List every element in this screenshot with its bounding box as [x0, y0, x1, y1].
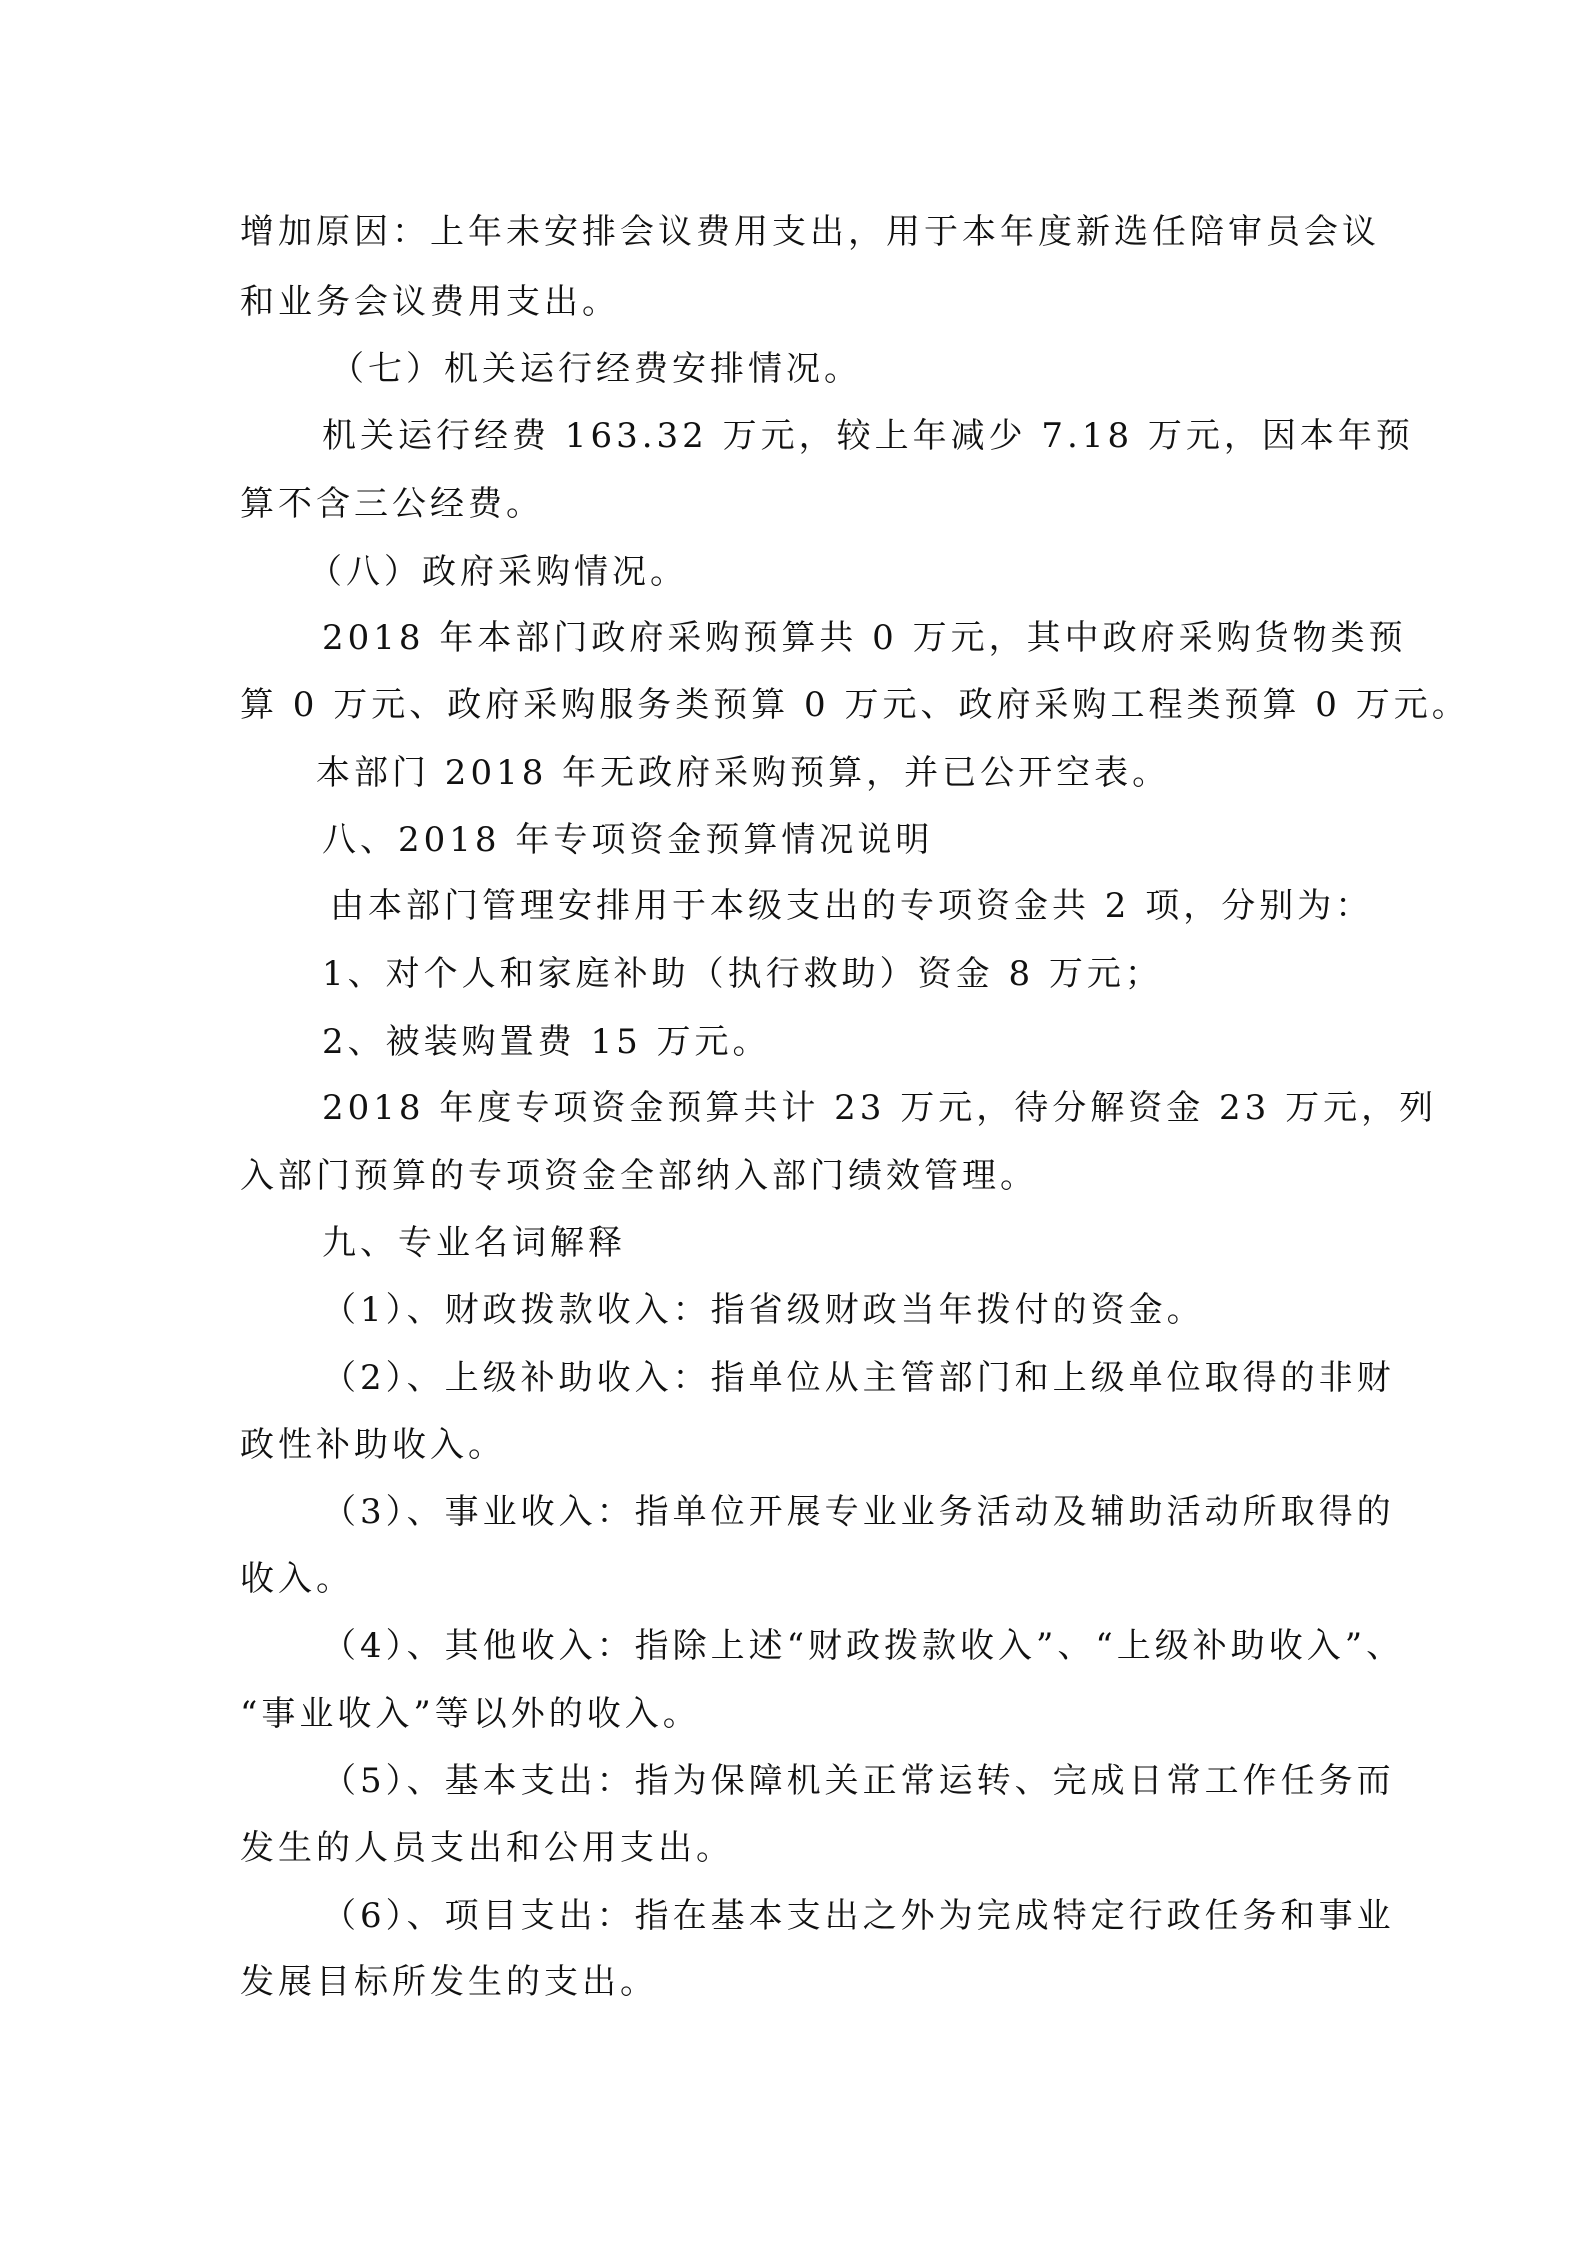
paragraph-line: 算 0 万元、政府采购服务类预算 0 万元、政府采购工程类预算 0 万元。: [240, 685, 1470, 725]
list-item: 1、对个人和家庭补助（执行救助）资金 8 万元；: [322, 954, 1163, 994]
paragraph-line: 和业务会议费用支出。: [240, 282, 620, 322]
definition-line: 发展目标所发生的支出。: [240, 1962, 658, 2002]
definition-line: 政性补助收入。: [240, 1425, 506, 1465]
section-heading: （八）政府采购情况。: [308, 552, 688, 592]
definition-line: （4）、其他收入：指除上述“财政拨款收入”、“上级补助收入”、: [322, 1626, 1405, 1666]
definition-line: 发生的人员支出和公用支出。: [240, 1828, 734, 1868]
definition-line: （3）、事业收入：指单位开展专业业务活动及辅助活动所取得的: [322, 1492, 1395, 1532]
definition-line: “事业收入”等以外的收入。: [240, 1694, 701, 1734]
section-heading: （七）机关运行经费安排情况。: [330, 349, 862, 389]
paragraph-line: 2018 年本部门政府采购预算共 0 万元，其中政府采购货物类预: [322, 618, 1407, 658]
paragraph-line: 增加原因：上年未安排会议费用支出，用于本年度新选任陪审员会议: [240, 212, 1380, 252]
paragraph-line: 本部门 2018 年无政府采购预算，并已公开空表。: [316, 753, 1171, 793]
definition-line: （6）、项目支出：指在基本支出之外为完成特定行政任务和事业: [322, 1896, 1395, 1936]
section-heading: 八、2018 年专项资金预算情况说明: [322, 820, 934, 860]
definition-line: （2）、上级补助收入：指单位从主管部门和上级单位取得的非财: [322, 1358, 1395, 1398]
paragraph-line: 算不含三公经费。: [240, 484, 544, 524]
definition-line: 收入。: [240, 1559, 354, 1599]
section-heading: 九、专业名词解释: [322, 1223, 626, 1263]
definition-line: （5）、基本支出：指为保障机关正常运转、完成日常工作任务而: [322, 1761, 1395, 1801]
paragraph-line: 2018 年度专项资金预算共计 23 万元，待分解资金 23 万元，列: [322, 1088, 1438, 1128]
list-item: 2、被装购置费 15 万元。: [322, 1022, 771, 1062]
paragraph-line: 入部门预算的专项资金全部纳入部门绩效管理。: [240, 1156, 1038, 1196]
paragraph-line: 机关运行经费 163.32 万元，较上年减少 7.18 万元，因本年预: [322, 416, 1414, 456]
definition-line: （1）、财政拨款收入：指省级财政当年拨付的资金。: [322, 1290, 1205, 1330]
paragraph-line: 由本部门管理安排用于本级支出的专项资金共 2 项，分别为：: [330, 886, 1374, 926]
